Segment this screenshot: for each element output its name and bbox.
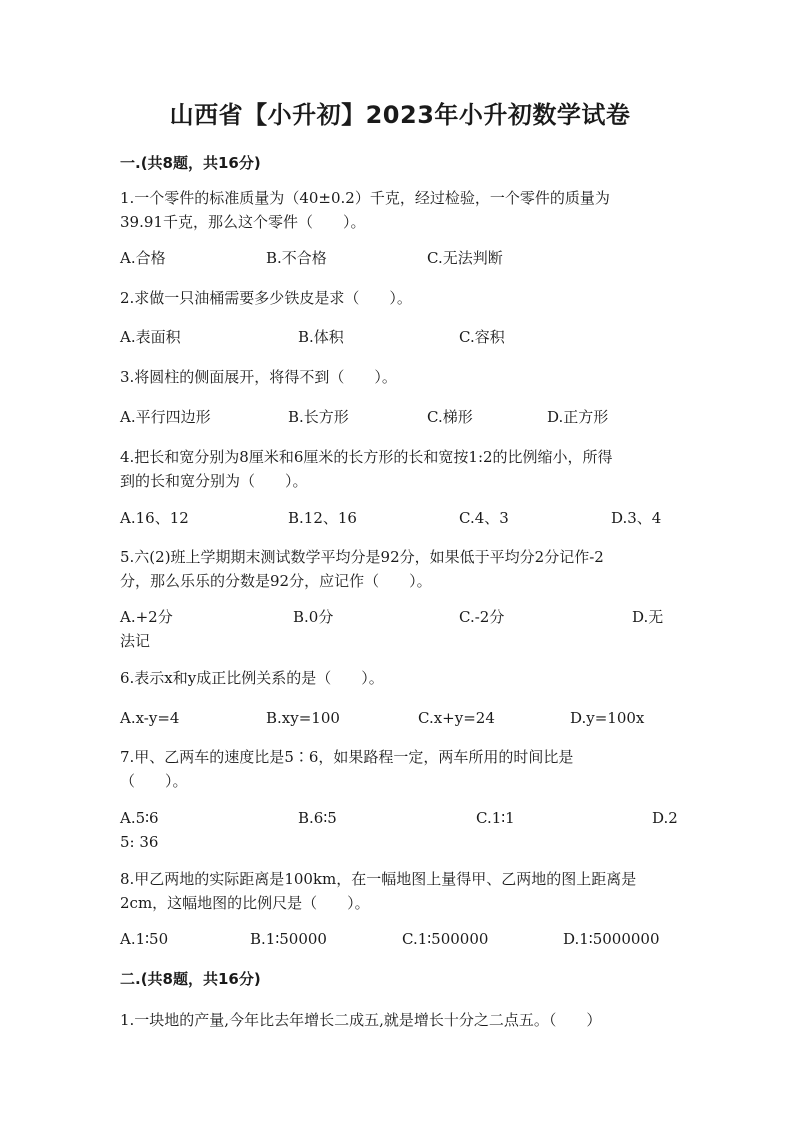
option-c[interactable]: C.x+y=24 — [418, 709, 495, 727]
question-text: 5.六(2)班上学期期末测试数学平均分是92分，如果低于平均分2分记作-2 — [120, 548, 604, 566]
option-b[interactable]: B.体积 — [298, 328, 344, 346]
option-b[interactable]: B.0分 — [293, 608, 334, 626]
option-c[interactable]: C.无法判断 — [427, 249, 503, 267]
option-a[interactable]: A.5∶6 — [120, 809, 159, 827]
option-a[interactable]: A.合格 — [120, 249, 166, 267]
question-8 — [120, 867, 680, 915]
question-text: 6.表示x和y成正比例关系的是（ ）。 — [120, 669, 384, 687]
question-text: 到的长和宽分别为（ ）。 — [120, 472, 308, 490]
option-b[interactable]: B.长方形 — [288, 408, 349, 426]
question-text: （ ）。 — [120, 772, 188, 790]
question-4 — [120, 445, 680, 493]
question-text: 39.91千克，那么这个零件（ ）。 — [120, 213, 366, 231]
option-a[interactable]: A.平行四边形 — [120, 408, 211, 426]
option-d[interactable]: D.3、4 — [611, 509, 662, 527]
option-c[interactable]: C.梯形 — [427, 408, 473, 426]
question-text: 8.甲乙两地的实际距离是100km，在一幅地图上量得甲、乙两地的图上距离是 — [120, 870, 637, 888]
question-text: 2cm，这幅地图的比例尺是（ ）。 — [120, 894, 370, 912]
option-d[interactable]: D.y=100x — [570, 709, 645, 727]
option-c[interactable]: C.-2分 — [459, 608, 505, 626]
question-text: 3.将圆柱的侧面展开，将得不到（ ）。 — [120, 368, 397, 386]
option-b[interactable]: B.xy=100 — [266, 709, 340, 727]
part2-question-1 — [120, 1008, 680, 1032]
option-b[interactable]: B.1∶50000 — [250, 930, 327, 948]
question-5 — [120, 545, 680, 593]
question-7 — [120, 745, 680, 793]
option-a[interactable]: A.表面积 — [120, 328, 181, 346]
question-text: 分，那么乐乐的分数是92分，应记作（ ）。 — [120, 572, 432, 590]
option-a[interactable]: A.+2分 — [120, 608, 173, 626]
question-text: 1.一个零件的标准质量为（40±0.2）千克，经过检验，一个零件的质量为 — [120, 189, 610, 207]
question-7-options — [120, 806, 680, 854]
option-b[interactable]: B.12、16 — [288, 509, 357, 527]
option-a[interactable]: A.x-y=4 — [120, 709, 180, 727]
option-b[interactable]: B.不合格 — [266, 249, 327, 267]
question-1 — [120, 186, 680, 234]
question-text: 1.一块地的产量,今年比去年增长二成五,就是增长十分之二点五。（ ） — [120, 1011, 602, 1029]
option-a[interactable]: A.1∶50 — [120, 930, 169, 948]
question-6 — [120, 666, 680, 690]
section-heading-2: 二.(共8题，共16分) — [120, 970, 261, 988]
option-d[interactable]: D.无 — [632, 608, 664, 626]
section-heading-1: 一.(共8题，共16分) — [120, 154, 261, 172]
question-text: 2.求做一只油桶需要多少铁皮是求（ ）。 — [120, 289, 412, 307]
option-c[interactable]: C.1∶1 — [476, 809, 515, 827]
option-d[interactable]: D.1∶5000000 — [563, 930, 660, 948]
option-d[interactable]: D.2 — [652, 809, 678, 827]
question-2 — [120, 286, 680, 310]
option-c[interactable]: C.容积 — [459, 328, 505, 346]
question-text: 4.把长和宽分别为8厘米和6厘米的长方形的长和宽按1:2的比例缩小，所得 — [120, 448, 613, 466]
option-c[interactable]: C.1∶500000 — [402, 930, 489, 948]
option-b[interactable]: B.6∶5 — [298, 809, 337, 827]
option-d[interactable]: D.正方形 — [547, 408, 609, 426]
option-d-continuation: 5: 36 — [120, 833, 159, 851]
question-3 — [120, 365, 680, 389]
question-5-options — [120, 605, 680, 653]
option-d-continuation: 法记 — [120, 632, 151, 650]
page-title: 山西省【小升初】2023年小升初数学试卷 — [169, 101, 631, 129]
option-c[interactable]: C.4、3 — [459, 509, 509, 527]
question-text: 7.甲、乙两车的速度比是5∶6，如果路程一定，两车所用的时间比是 — [120, 748, 574, 766]
option-a[interactable]: A.16、12 — [120, 509, 189, 527]
